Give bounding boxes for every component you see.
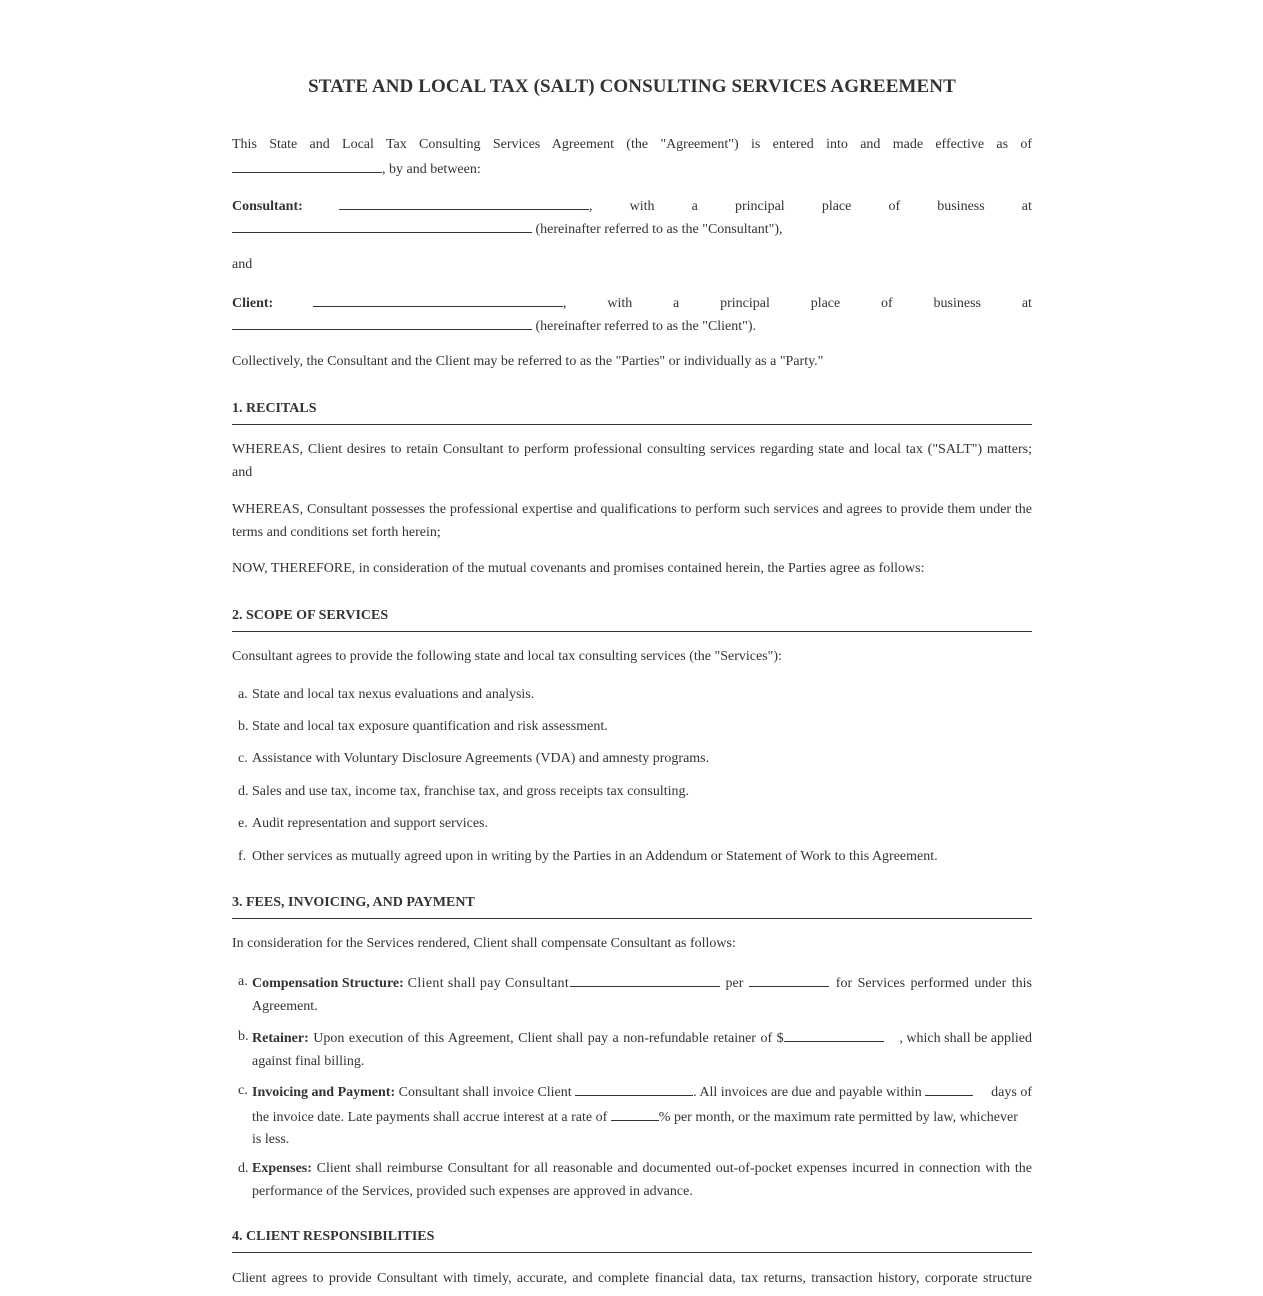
scope-intro: Consultant agrees to provide the following state and local tax consulting services (the "Services"): xyxy=(232,649,782,664)
client-line1 xyxy=(232,291,1032,316)
client-line2 xyxy=(232,314,1032,339)
list-item xyxy=(238,781,1032,804)
list-marker: e. xyxy=(238,816,248,831)
list-item-text: State and local tax exposure quantification and risk assessment. xyxy=(252,719,608,734)
fees-intro: In consideration for the Services rendered, Client shall compensate Consultant as follows: xyxy=(232,936,736,951)
section-heading-fees: 3. FEES, INVOICING, AND PAYMENT xyxy=(232,895,1032,919)
list-marker: d. xyxy=(238,1161,249,1176)
section-heading-scope: 2. SCOPE OF SERVICES xyxy=(232,608,1032,632)
invoice-frequency-field[interactable] xyxy=(575,1080,693,1096)
consultant-name-field[interactable] xyxy=(339,194,589,210)
consultant-label: Consultant: xyxy=(232,199,303,214)
list-marker: c. xyxy=(238,1083,248,1098)
list-marker: f. xyxy=(238,849,247,864)
client-text-mid: , with a principal place of business at xyxy=(563,296,1032,311)
list-item-expenses xyxy=(238,1158,1032,1203)
list-marker: a. xyxy=(238,974,248,989)
compensation-label: Compensation Structure: xyxy=(252,976,404,991)
list-item-text: State and local tax nexus evaluations and analysis. xyxy=(252,687,535,702)
list-item-text: Compensation Structure: Client shall pay Consultant per for Services performed under this Agreement. xyxy=(252,971,1032,1018)
client-responsibilities-paragraph: Client agrees to provide Consultant with timely, accurate, and complete financial data, tax returns, transaction history, corporate structure xyxy=(232,1271,1032,1286)
list-marker: b. xyxy=(238,719,249,734)
list-item-invoicing xyxy=(238,1080,1032,1152)
list-item xyxy=(238,846,1032,869)
section-heading-client-responsibilities: 4. CLIENT RESPONSIBILITIES xyxy=(232,1229,1032,1253)
consultant-text-end: (hereinafter referred to as the "Consultant"), xyxy=(535,222,783,237)
list-marker: a. xyxy=(238,687,248,702)
consultant-line1 xyxy=(232,194,1032,219)
list-marker: b. xyxy=(238,1029,249,1044)
list-item xyxy=(238,716,1032,739)
list-item xyxy=(238,748,1032,771)
effective-date-field[interactable] xyxy=(232,157,382,173)
retainer-amount-field[interactable] xyxy=(784,1026,884,1042)
client-text-end: (hereinafter referred to as the "Client"). xyxy=(535,319,757,334)
list-item-text: Expenses: Client shall reimburse Consultant for all reasonable and documented out-of-pocket expenses incurred in connection with the performance of the Services, provided such expenses are approved in advance. xyxy=(252,1161,1032,1199)
list-item-retainer xyxy=(238,1026,1032,1073)
list-item-text: Other services as mutually agreed upon in writing by the Parties in an Addendum or Statement of Work to this Agreement. xyxy=(252,849,938,864)
list-item-text: Assistance with Voluntary Disclosure Agreements (VDA) and amnesty programs. xyxy=(252,751,710,766)
expenses-label: Expenses: xyxy=(252,1161,312,1176)
list-marker: c. xyxy=(238,751,248,766)
interest-rate-field[interactable] xyxy=(611,1105,659,1121)
intro-text-after: , by and between: xyxy=(382,162,481,177)
compensation-unit-field[interactable] xyxy=(749,971,829,987)
list-item-text: Invoicing and Payment: Consultant shall invoice Client . All invoices are due and payable within days of the invoice date. Late payments shall accrue interest at a rate of % per month, or the maximum rate permitted by law, whichever is less. xyxy=(252,1080,1032,1152)
list-item xyxy=(238,813,1032,836)
client-label: Client: xyxy=(232,296,274,311)
intro-text: This State and Local Tax Consulting Services Agreement (the "Agreement") is entered into and made effective as of xyxy=(232,137,1032,152)
document-title: STATE AND LOCAL TAX (SALT) CONSULTING SERVICES AGREEMENT xyxy=(308,76,956,97)
recitals-paragraph-3: NOW, THEREFORE, in consideration of the mutual covenants and promises contained herein, the Parties agree as follows: xyxy=(232,561,925,576)
intro-paragraph-line2 xyxy=(232,157,1032,182)
recitals-paragraph-2: WHEREAS, Consultant possesses the professional expertise and qualifications to perform such services and agrees to provide them under the terms and conditions set forth herein; xyxy=(232,502,1032,540)
section-heading-recitals: 1. RECITALS xyxy=(232,401,1032,425)
list-marker: d. xyxy=(238,784,249,799)
due-days-field[interactable] xyxy=(925,1080,973,1096)
and-text: and xyxy=(232,257,253,272)
recitals-paragraph-1: WHEREAS, Client desires to retain Consultant to perform professional consulting services regarding state and local tax ("SALT") matters; and xyxy=(232,442,1032,480)
collectively-paragraph: Collectively, the Consultant and the Client may be referred to as the "Parties" or individually as a "Party." xyxy=(232,354,824,369)
retainer-label: Retainer: xyxy=(252,1031,309,1046)
list-item-text: Audit representation and support services. xyxy=(252,816,488,831)
invoicing-label: Invoicing and Payment: xyxy=(252,1085,396,1100)
consultant-text-mid: , with a principal place of business at xyxy=(589,199,1032,214)
list-item xyxy=(238,684,1032,707)
list-item-compensation xyxy=(238,971,1032,1018)
list-item-text: Sales and use tax, income tax, franchise tax, and gross receipts tax consulting. xyxy=(252,784,689,799)
intro-paragraph xyxy=(232,134,1032,157)
consultant-address-field[interactable] xyxy=(232,217,532,233)
list-item-text: Retainer: Upon execution of this Agreement, Client shall pay a non-refundable retainer of $ , which shall be applied against final billing. xyxy=(252,1026,1032,1073)
compensation-amount-field[interactable] xyxy=(570,971,720,987)
client-name-field[interactable] xyxy=(313,291,563,307)
consultant-line2 xyxy=(232,217,1032,242)
client-address-field[interactable] xyxy=(232,314,532,330)
